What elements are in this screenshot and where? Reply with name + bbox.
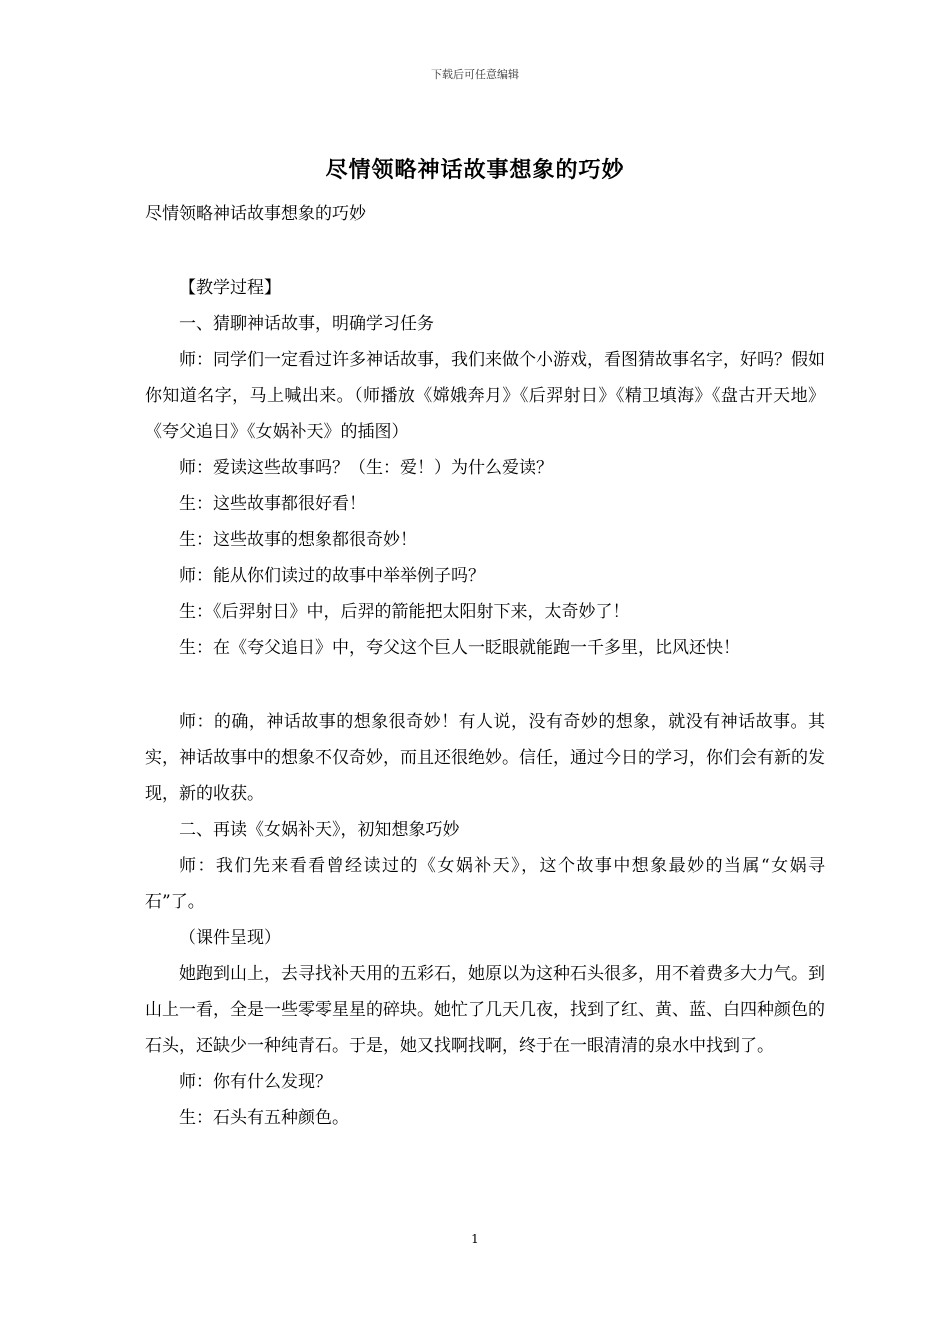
paragraph: 生：在《夸父追日》中，夸父这个巨人一眨眼就能跑一千多里，比风还快！ bbox=[179, 638, 740, 658]
paragraph: 师：能从你们读过的故事中举举例子吗？ bbox=[179, 566, 485, 586]
section-heading: 一、猜聊神话故事，明确学习任务 bbox=[179, 314, 434, 334]
paragraph: 师：你有什么发现？ bbox=[179, 1072, 332, 1092]
paragraph: 生：这些故事的想象都很奇妙！ bbox=[179, 530, 417, 550]
paragraph: 生：石头有五种颜色。 bbox=[179, 1108, 349, 1128]
document-title: 尽情领略神话故事想象的巧妙 bbox=[325, 157, 625, 183]
section-label: 【教学过程】 bbox=[179, 278, 281, 298]
paragraph: 生：这些故事都很好看！ bbox=[179, 494, 366, 514]
blank-line bbox=[145, 232, 825, 270]
section-heading: 二、再读《女娲补天》，初知想象巧妙 bbox=[179, 820, 460, 840]
blank-line bbox=[145, 666, 825, 704]
paragraph: 师：我们先来看看曾经读过的《女娲补天》，这个故事中想象最妙的当属“女娲寻石”了。 bbox=[145, 856, 825, 912]
paragraph: 师：同学们一定看过许多神话故事，我们来做个小游戏，看图猜故事名字，好吗？假如你知道名字，马上喊出来。（师播放《嫦娥奔月》《后羿射日》《精卫填海》《盘古开天地》《夸父追日》《女娲补天》的插图） bbox=[145, 350, 825, 442]
document-body bbox=[145, 196, 825, 1136]
paragraph: 生：《后羿射日》中，后羿的箭能把太阳射下来，太奇妙了！ bbox=[179, 602, 630, 622]
paragraph: 她跑到山上，去寻找补天用的五彩石，她原以为这种石头很多，用不着费多大力气。到山上一看，全是一些零零星星的碎块。她忙了几天几夜，找到了红、黄、蓝、白四种颜色的石头，还缺少一种纯青石。于是，她又找啊找啊，终于在一眼清清的泉水中找到了。 bbox=[145, 964, 825, 1056]
document-subtitle: 尽情领略神话故事想象的巧妙 bbox=[145, 204, 366, 224]
paragraph: （课件呈现） bbox=[179, 928, 281, 948]
page-number: 1 bbox=[471, 1232, 479, 1246]
page-header-note: 下载后可任意编辑 bbox=[431, 68, 519, 81]
paragraph: 师：的确，神话故事的想象很奇妙！有人说，没有奇妙的想象，就没有神话故事。其实，神话故事中的想象不仅奇妙，而且还很绝妙。信任，通过今日的学习，你们会有新的发现，新的收获。 bbox=[145, 712, 825, 804]
paragraph: 师：爱读这些故事吗？（生：爱！）为什么爱读？ bbox=[179, 458, 553, 478]
